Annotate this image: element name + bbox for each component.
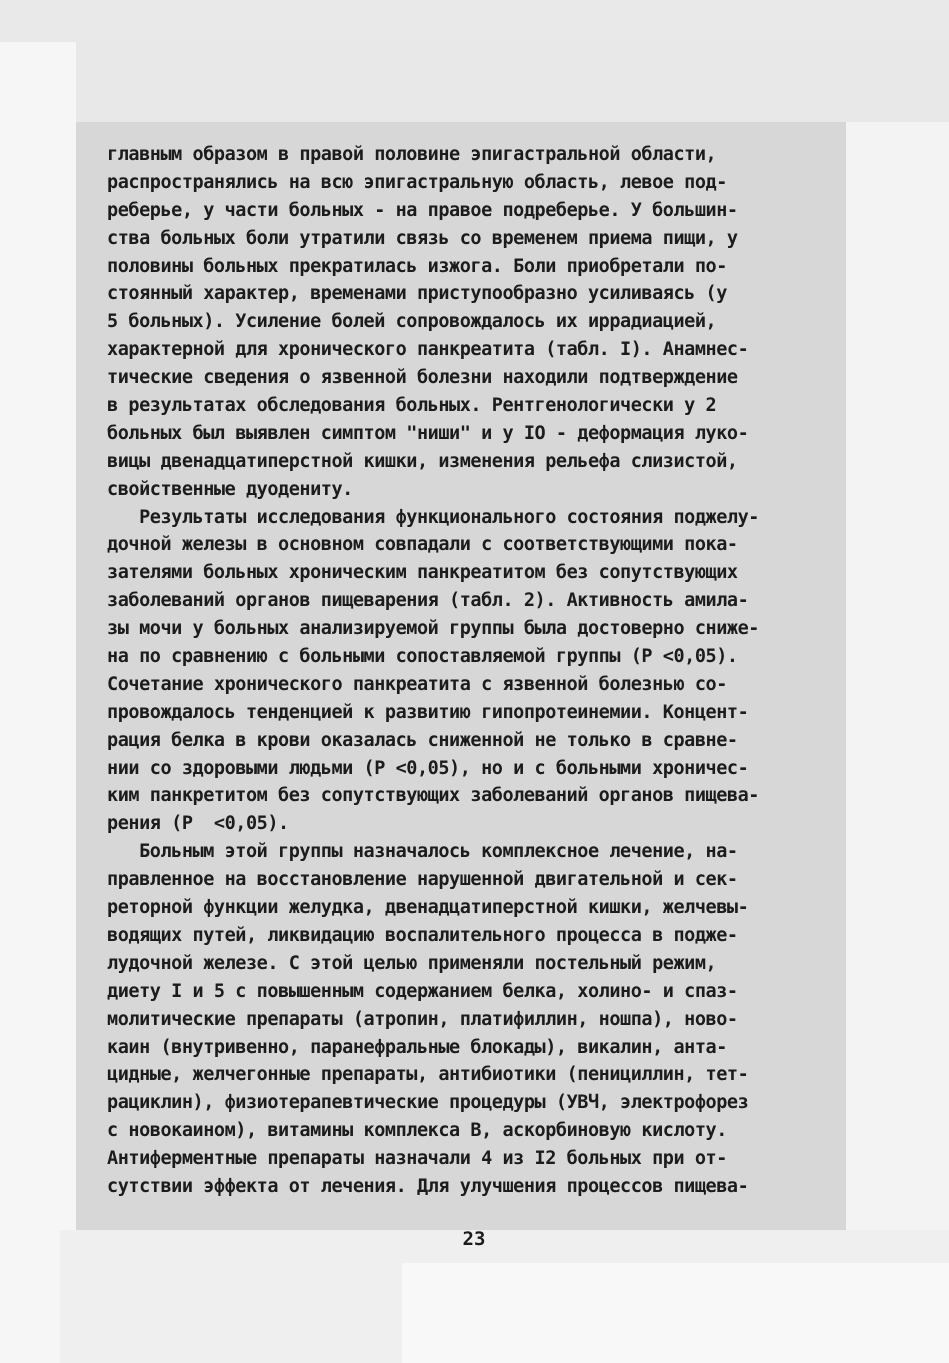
text-line: вицы двенадцатиперстной кишки, изменения рельефа слизистой, [107,450,738,472]
text-line: ства больных боли утратили связь со временем приема пищи, у [107,227,738,249]
text-line: рация белка в крови оказалась сниженной не только в сравне- [107,729,738,751]
text-line: заболеваний органов пищеварения (табл. 2). Активность амила- [107,590,749,612]
text-line: рациклин), физиотерапевтические процедуры (УВЧ, электрофорез [107,1092,749,1114]
text-line: лудочной железе. С этой целью применяли постельный режим, [107,952,717,974]
text-line: реберье, у части больных - на правое подреберье. У большин- [107,199,738,221]
text-line: сутствии эффекта от лечения. Для улучшения процессов пищева- [107,1175,749,1197]
text-line: больных был выявлен симптом "ниши" и у IO - деформация луко- [107,422,749,444]
text-line: каин (внутривенно, паранефральные блокады), викалин, анта- [107,1036,727,1058]
text-line: свойственные дуодениту. [107,478,353,500]
text-line: половины больных прекратилась изжога. Боли приобретали по- [107,255,727,277]
page-number: 23 [462,1228,486,1250]
text-line: ким панкретитом без сопутствующих заболеваний органов пищева- [107,785,759,807]
text-line: цидные, желчегонные препараты, антибиотики (пенициллин, тет- [107,1064,749,1086]
body-text [107,141,817,1201]
text-line: водящих путей, ликвидацию воспалительного процесса в поджe- [107,924,738,946]
text-line: главным образом в правой половине эпигастральной области, [107,144,717,165]
text-line: нии со здоровыми людьми (P <0,05), но и с больными хроничес- [107,757,749,779]
text-line: диету I и 5 с повышенным содержанием белка, холино- и спаз- [107,980,738,1002]
text-line: в результатах обследования больных. Рентгенологически у 2 [107,395,717,417]
scan-bottom-right-patch [402,1263,949,1363]
text-line: на по сравнению с больными сопоставляемой группы (P <0,05). [107,646,738,668]
text-line: зателями больных хроническим панкреатитом без сопутствующих [107,562,738,584]
text-line: Больным этой группы назначалось комплексное лечение, на- [107,841,738,863]
text-line: зы мочи у больных анализируемой группы была достоверно сниже- [107,618,759,640]
text-line: характерной для хронического панкреатита (табл. I). Анамнес- [107,339,749,361]
text-line: 5 больных). Усиление болей сопровождалось их иррадиацией, [107,311,717,333]
text-line: провождалось тенденцией к развитию гипопротеинемии. Концент- [107,701,749,723]
text-line: реторной функции желудка, двенадцатиперстной кишки, желчевы- [107,897,749,919]
text-line: рения (P <0,05). [107,813,289,835]
text-line: Антиферментные препараты назначали 4 из I2 больных при от- [107,1148,727,1170]
text-line: тические сведения о язвенной болезни находили подтверждение [107,367,738,389]
text-line: дочной железы в основном совпадали с соответствующими пока- [107,534,738,556]
text-line: Сочетание хронического панкреатита с язвенной болезнью со- [107,673,727,695]
text-line: Результаты исследования функционального состояния поджелу- [107,506,759,528]
text-line: молитические препараты (атропин, платифиллин, ношпа), ново- [107,1008,738,1030]
text-line: с новокаином), витамины комплекса В, аскорбиновую кислоту. [107,1120,727,1142]
text-line: стоянный характер, временами приступообразно усиливаясь (у [107,283,727,305]
scan-top-margin [0,0,949,42]
text-line: правленное на восстановление нарушенной двигательной и сек- [107,869,738,891]
text-line: распространялись на всю эпигастральную область, левое под- [107,171,727,193]
scan-left-margin [0,42,76,1363]
scan-upper-band [76,42,949,122]
